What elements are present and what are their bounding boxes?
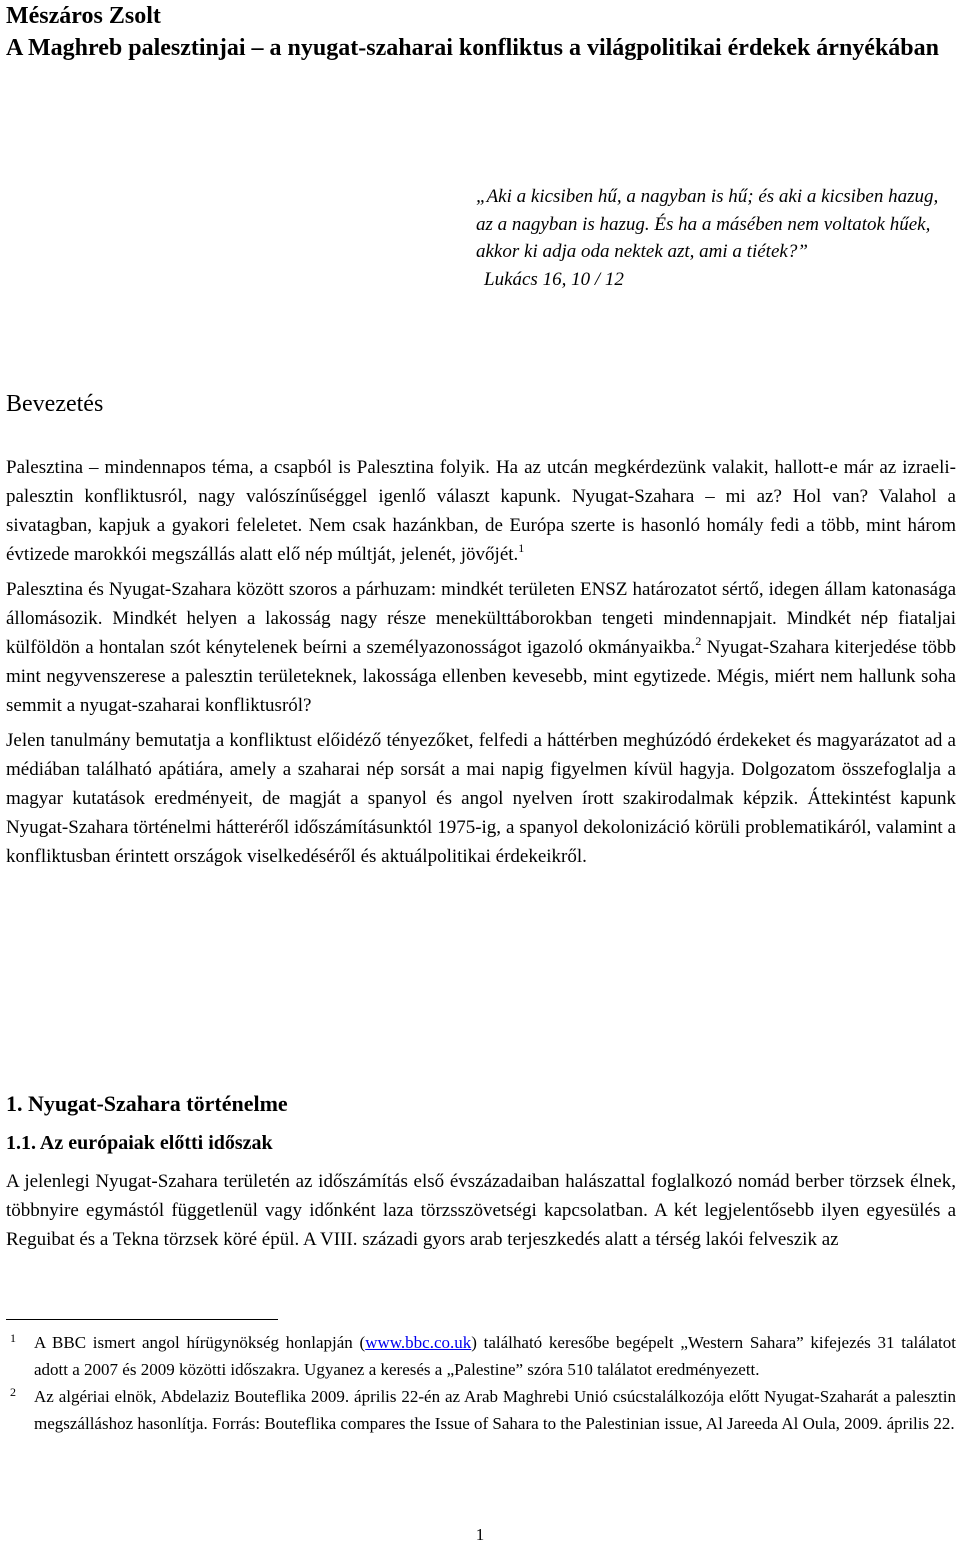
- intro-paragraph-2: [6, 575, 956, 720]
- epigraph-reference: Lukács 16, 10 / 12: [484, 268, 624, 290]
- intro-body: [6, 453, 956, 871]
- subsection-heading: 1.1. Az európaiak előtti időszak: [6, 1132, 273, 1154]
- intro-paragraph-3: Jelen tanulmány bemutatja a konfliktust előidéző tényezőket, felfedi a háttérben meghúzódó érdekeket és magyarázatot ad a médiában található apátiára, amely a szaharai nép sorsát a mai napig figyelmen kívül hagyja. Dolgozatom összefoglalja a magyar kutatások eredményeit, de magját a spanyol és angol nyelven írott szakirodalmak képzik. Áttekintést kapunk Nyugat-Szahara történelmi hátteréről időszámításunktól 1975-ig, a spanyol dekolonizáció körüli problematikáról, valamint a konfliktusban érintett országok viselkedéséről és aktuálpolitikai érdekeikről.: [6, 730, 956, 867]
- footnote-2: [6, 1384, 956, 1437]
- intro-paragraph-2-text-b: Nyugat-Szahara kiterjedése több mint negyvenszerese a palesztin területeknek, lakossága ellenben kevesebb, mint egytizede. Mégis, miért nem hallunk soha semmit a nyugat-szaharai konfliktusról?: [6, 637, 956, 716]
- footnote-1-text-a: A BBC ismert angol hírügynökség honlapján (: [34, 1333, 366, 1352]
- footnote-separator: [6, 1319, 278, 1320]
- footnote-1: [6, 1330, 956, 1383]
- footnote-2-number: 2: [10, 1385, 16, 1399]
- footnotes: [6, 1330, 956, 1437]
- intro-paragraph-1: [6, 453, 956, 569]
- document-title: A Maghreb palesztinjai – a nyugat-szaharai konfliktus a világpolitikai érdekek árnyékában: [6, 35, 939, 61]
- epigraph: [476, 183, 956, 293]
- document-header: [6, 0, 946, 64]
- author-name: Mészáros Zsolt: [6, 3, 161, 29]
- intro-heading: Bevezetés: [6, 391, 104, 417]
- section-heading: 1. Nyugat-Szahara történelme: [6, 1091, 288, 1116]
- intro-paragraph-1-text: Palesztina – mindennapos téma, a csapból is Palesztina folyik. Ha az utcán megkérdezünk valakit, hallott-e már az izraeli-palesztin konfliktusról, nagy valószínűséggel igenlő választ kapunk. Nyugat-Szahara – mi az? Hol van? Valahol a sivatagban, kapjuk a gyakori feleletet. Nem csak hazánkban, de Európa szerte is hasonló homály fedi a több, mint három évtizede marokkói megszállás alatt elő nép múltját, jelenét, jövőjét.: [6, 457, 956, 565]
- epigraph-text: „Aki a kicsiben hű, a nagyban is hű; és aki a kicsiben hazug, az a nagyban is hazug. És ha a másében nem voltatok hűek, akkor ki adja oda nektek azt, ami a tiétek?”: [476, 186, 939, 262]
- bbc-link[interactable]: www.bbc.co.uk: [365, 1333, 472, 1352]
- section-body: [6, 1167, 956, 1254]
- footnote-1-number: 1: [10, 1331, 16, 1345]
- footnote-ref-2[interactable]: 2: [695, 634, 702, 648]
- footnote-1-text-b: ) található keresőbe begépelt „Western Sahara” kifejezés 31 találatot adott a 2007 és 2009 közötti időszakra. Ugyanez a keresés a „Palestine” szóra 510 találatot eredményezett.: [34, 1333, 956, 1379]
- page-number: 1: [475, 1525, 485, 1544]
- intro-paragraph-2-text-a: Palesztina és Nyugat-Szahara között szoros a párhuzam: mindkét területen ENSZ határozatot sértő, idegen állam katonasága állomásozik. Mindkét helyen a lakosság nagy része menekülttáborokban tengeti mindennapjait. Mindkét nép fiataljai külföldön a hontalan szót kénytelenek beírni a személyazonosságot igazoló okmányaikba.: [6, 579, 956, 658]
- footnote-ref-1[interactable]: 1: [518, 541, 525, 555]
- footnote-2-text: Az algériai elnök, Abdelaziz Bouteflika 2009. április 22-én az Arab Maghrebi Unió csúcstalálkozója előtt Nyugat-Szaharát a palesztin megszálláshoz hasonlítja. Forrás: Bouteflika compares the Issue of Sahara to the Palestinian issue, Al Jareeda Al Oula, 2009. április 22.: [34, 1387, 956, 1433]
- section-paragraph-1: A jelenlegi Nyugat-Szahara területén az időszámítás első évszázadaiban halászattal foglalkozó nomád berber törzsek élnek, többnyire egymástól függetlenül vagy időnként laza törzsszövetségi kapcsolatban. A két legjelentősebb ilyen egyesülés a Reguibat és a Tekna törzsek köré épül. A VIII. századi gyors arab terjeszkedés alatt a térség lakói felveszik az: [6, 1171, 956, 1250]
